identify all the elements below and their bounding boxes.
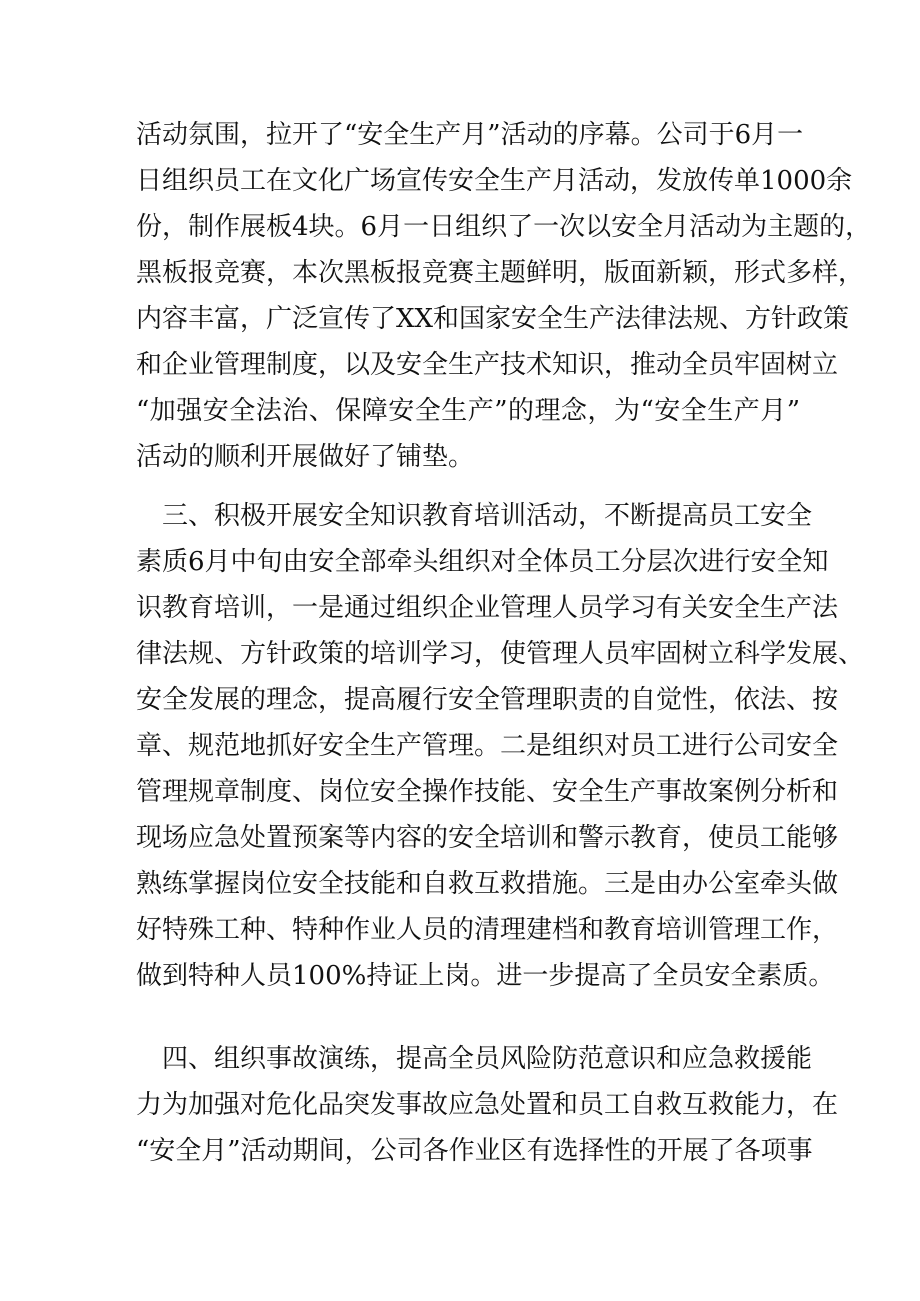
text-line: 内容丰富，广泛宣传了XX和国家安全生产法律法规、方针政策 (136, 304, 850, 334)
text-line: 章、规范地抓好安全生产管理。二是组织对员工进行公司安全 (136, 731, 839, 761)
text-line: 做到特种人员100%持证上岗。进一步提高了全员安全素质。 (136, 961, 835, 991)
text-line: 日组织员工在文化广场宣传安全生产月活动，发放传单1000余 (136, 166, 853, 196)
paragraph-safety-month-launch (136, 112, 872, 480)
text-line: 现场应急处置预案等内容的安全培训和警示教育，使员工能够 (136, 823, 839, 853)
text-line: “安全月”活动期间，公司各作业区有选择性的开展了各项事 (136, 1136, 813, 1166)
text-line: 黑板报竞赛，本次黑板报竞赛主题鲜明，版面新颖，形式多样， (136, 258, 865, 288)
text-line: 好特殊工种、特种作业人员的清理建档和教育培训管理工作， (136, 915, 839, 945)
text-line: 律法规、方针政策的培训学习，使管理人员牢固树立科学发展、 (136, 639, 865, 669)
text-line: 活动氛围，拉开了“安全生产月”活动的序幕。公司于6月一 (136, 120, 804, 150)
text-line: 素质6月中旬由安全部牵头组织对全体员工分层次进行安全知 (136, 547, 829, 577)
text-line: 份，制作展板4块。6月一日组织了一次以安全月活动为主题的， (136, 212, 872, 242)
text-line: 熟练掌握岗位安全技能和自救互救措施。三是由办公室牵头做 (136, 869, 839, 899)
text-line: “加强安全法治、保障安全生产”的理念，为“安全生产月” (136, 396, 800, 426)
paragraph-safety-training (136, 493, 865, 999)
text-line: 识教育培训，一是通过组织企业管理人员学习有关安全生产法 (136, 593, 839, 623)
text-line: 安全发展的理念，提高履行安全管理职责的自觉性，依法、按 (136, 685, 839, 715)
text-line: 活动的顺利开展做好了铺垫。 (136, 442, 475, 472)
text-line: 三、积极开展安全知识教育培训活动，不断提高员工安全 (136, 501, 813, 531)
text-line: 管理规章制度、岗位安全操作技能、安全生产事故案例分析和 (136, 777, 839, 807)
paragraph-accident-drill (136, 1036, 839, 1174)
text-line: 和企业管理制度，以及安全生产技术知识，推动全员牢固树立 (136, 350, 839, 380)
text-line: 力为加强对危化品突发事故应急处置和员工自救互救能力，在 (136, 1090, 839, 1120)
text-line: 四、组织事故演练，提高全员风险防范意识和应急救援能 (136, 1044, 813, 1074)
